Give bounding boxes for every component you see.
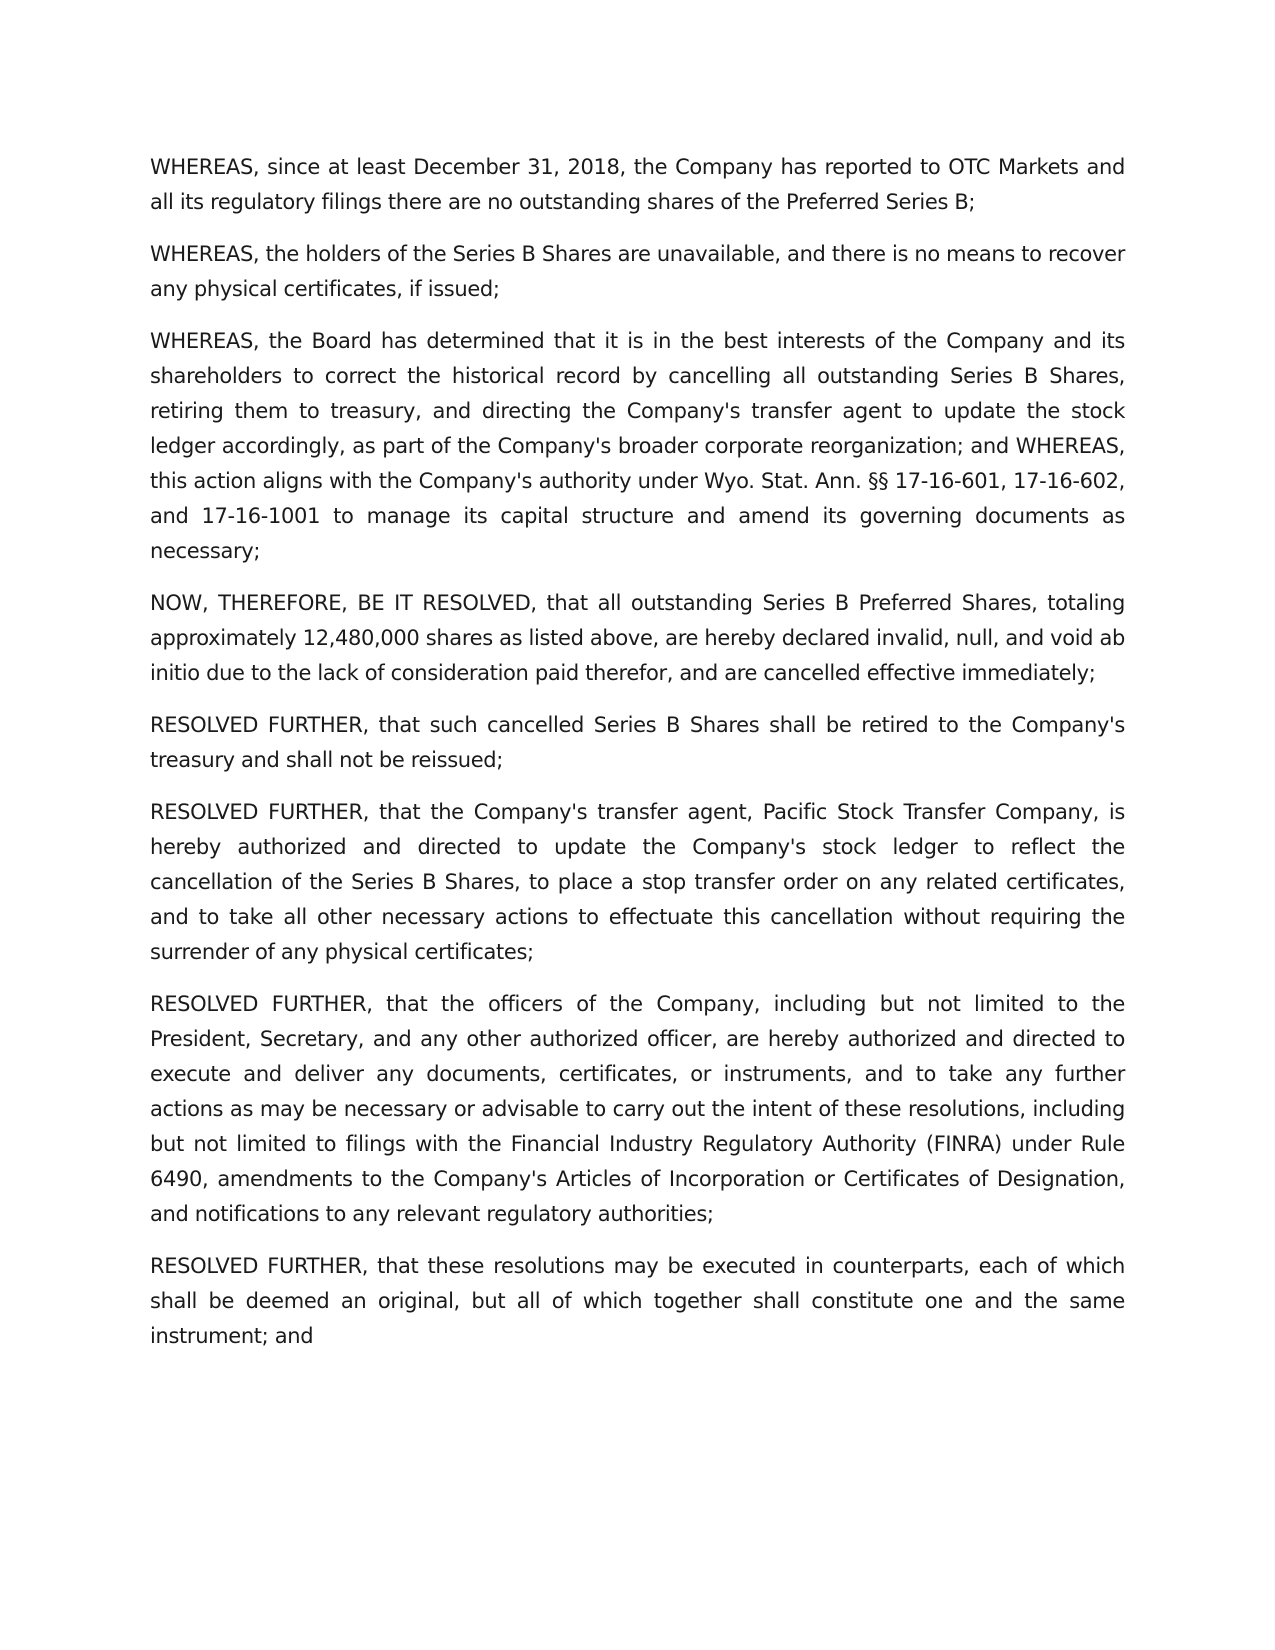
whereas-otc-reporting-paragraph: WHEREAS, since at least December 31, 2018, the Company has reported to OTC Markets and all its regulatory filings there are no outstanding shares of the Preferred Series B; <box>150 155 1125 214</box>
resolved-cancellation-paragraph: NOW, THEREFORE, BE IT RESOLVED, that all outstanding Series B Preferred Shares, totaling approximately 12,480,000 shares as listed above, are hereby declared invalid, null, and void ab initio due to the lack of consideration paid therefor, and are cancelled effective immediately; <box>150 591 1125 685</box>
document-body <box>150 150 1125 1371</box>
resolved-counterparts-paragraph: RESOLVED FURTHER, that these resolutions may be executed in counterparts, each of which shall be deemed an original, but all of which together shall constitute one and the same instrument; and <box>150 1254 1125 1348</box>
resolved-transfer-agent-paragraph: RESOLVED FURTHER, that the Company's transfer agent, Pacific Stock Transfer Company, is hereby authorized and directed to update the Company's stock ledger to reflect the cancellation of the Series B Shares, to place a stop transfer order on any related certificates, and to take all other necessary actions to effectuate this cancellation without requiring the surrender of any physical certificates; <box>150 800 1125 964</box>
whereas-holders-unavailable-paragraph: WHEREAS, the holders of the Series B Shares are unavailable, and there is no means to recover any physical certificates, if issued; <box>150 242 1125 301</box>
whereas-board-determination-paragraph: WHEREAS, the Board has determined that it is in the best interests of the Company and its shareholders to correct the historical record by cancelling all outstanding Series B Shares, retiring them to treasury, and directing the Company's transfer agent to update the stock ledger accordingly, as part of the Company's broader corporate reorganization; and WHEREAS, this action aligns with the Company's authority under Wyo. Stat. Ann. §§ 17-16-601, 17-16-602, and 17-16-1001 to manage its capital structure and amend its governing documents as necessary; <box>150 329 1125 563</box>
resolved-officers-paragraph: RESOLVED FURTHER, that the officers of the Company, including but not limited to the President, Secretary, and any other authorized officer, are hereby authorized and directed to execute and deliver any documents, certificates, or instruments, and to take any further actions as may be necessary or advisable to carry out the intent of these resolutions, including but not limited to filings with the Financial Industry Regulatory Authority (FINRA) under Rule 6490, amendments to the Company's Articles of Incorporation or Certificates of Designation, and notifications to any relevant regulatory authorities; <box>150 992 1125 1226</box>
resolved-treasury-paragraph: RESOLVED FURTHER, that such cancelled Series B Shares shall be retired to the Company's treasury and shall not be reissued; <box>150 713 1125 772</box>
